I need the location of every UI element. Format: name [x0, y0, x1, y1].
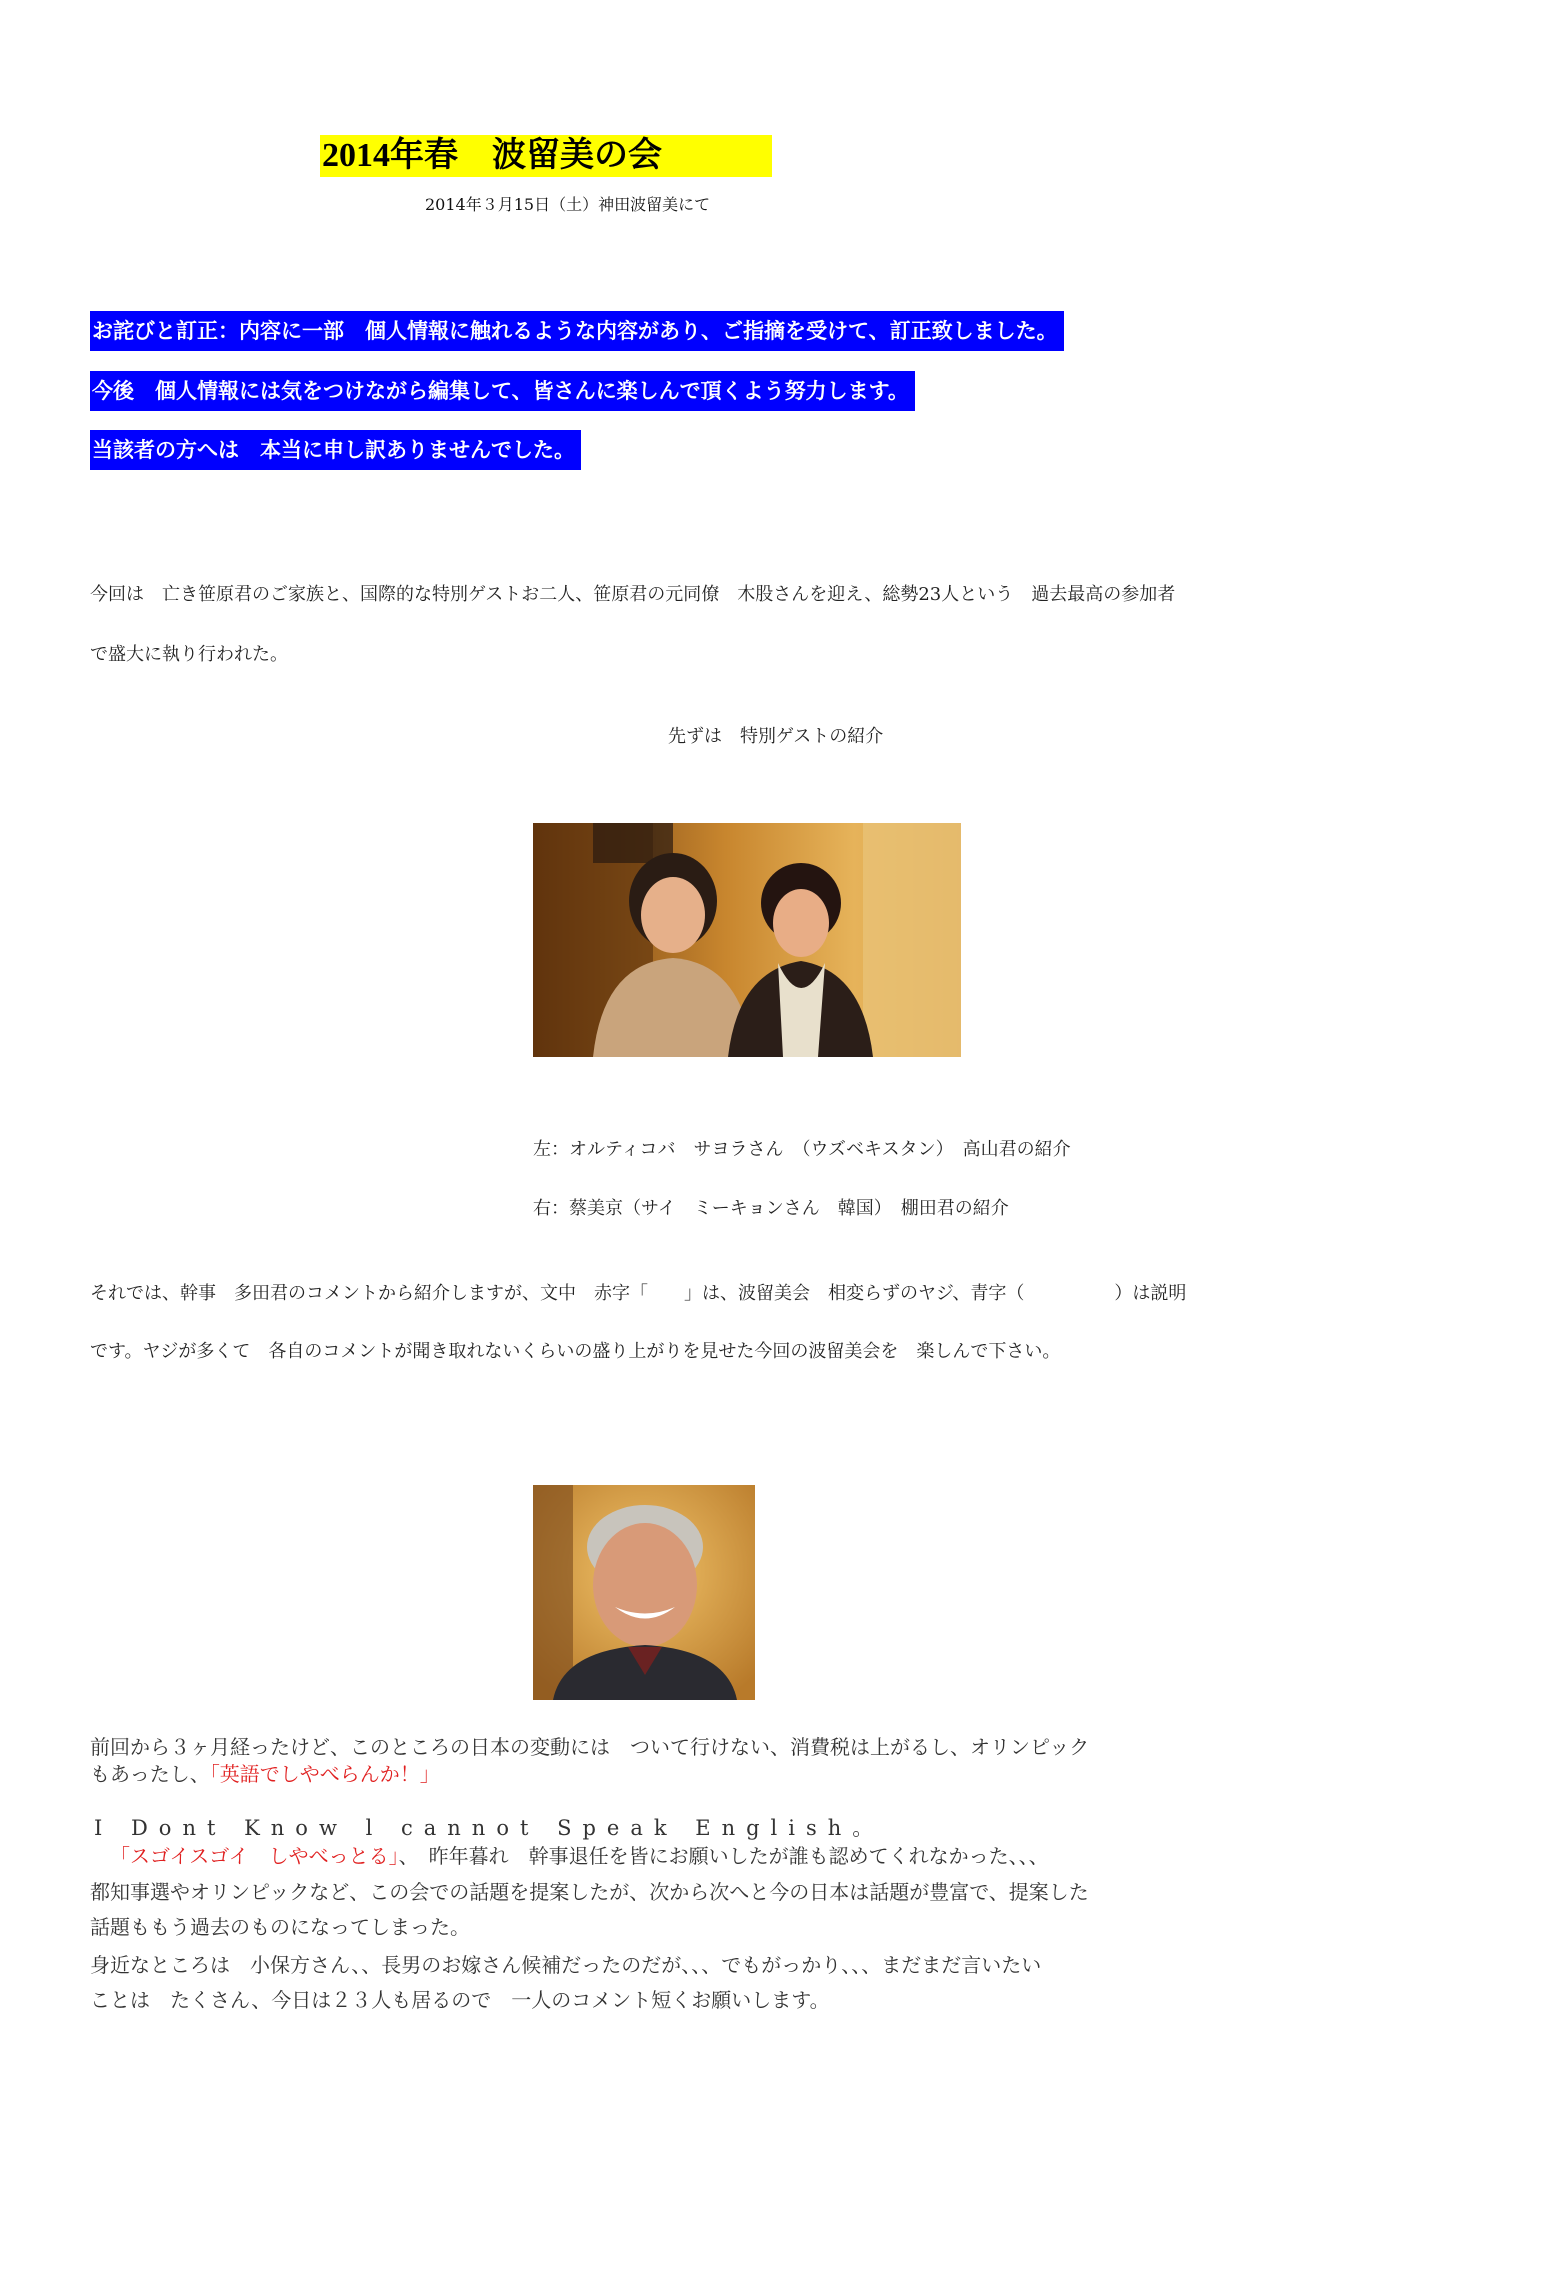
explanation-line-2: です。ヤジが多くて 各自のコメントが聞き取れないくらいの盛り上がりを見せた今回の波留美会を 楽しんで下さい。 — [90, 1341, 1061, 1362]
organizer-portrait-photo — [533, 1485, 755, 1700]
guest-heading: 先ずは 特別ゲストの紹介 — [668, 726, 884, 747]
comment-line-2-text: もあったし、 — [90, 1762, 210, 1786]
comment-english-line: I Dont Know l cannot Speak English。 — [94, 1816, 885, 1840]
comment-line-6: 話題ももう過去のものになってしまった。 — [90, 1915, 470, 1939]
notice-apology: お詫びと訂正：内容に一部 個人情報に触れるような内容があり、ご指摘を受けて、訂正致しました。 — [90, 311, 1064, 351]
notice-future: 今後 個人情報には気をつけながら編集して、皆さんに楽しんで頂くよう努力します。 — [90, 371, 915, 411]
comment-line-2 — [90, 1758, 440, 1787]
page-title: 2014年春 波留美の会 — [320, 135, 772, 177]
guest-caption-left: 左：オルティコバ サヨラさん （ウズベキスタン） 高山君の紹介 — [533, 1139, 1071, 1160]
intro-line-2: で盛大に執り行われた。 — [90, 644, 288, 665]
comment-line-1: 前回から３ヶ月経ったけど、このところの日本の変動には ついて行けない、消費税は上がるし、オリンピック — [90, 1735, 1090, 1759]
guests-photo — [533, 823, 961, 1057]
guest-caption-right: 右：蔡美京（サイ ミーキョンさん 韓国） 棚田君の紹介 — [533, 1198, 1009, 1219]
heckle-sugoi: 「スゴイスゴイ しやべっとる」 — [110, 1844, 399, 1868]
comment-line-4-text: 、 昨年暮れ 幹事退任を皆にお願いしたが誰も認めてくれなかった、、、 — [398, 1844, 1049, 1868]
explanation-line-1: それでは、幹事 多田君のコメントから紹介しますが、文中 赤字「 」は、波留美会 相変らずのヤジ、青字（ ）は説明 — [90, 1283, 1187, 1304]
comment-line-8: ことは たくさん、今日は２３人も居るので 一人のコメント短くお願いします。 — [90, 1988, 830, 2012]
intro-line-1: 今回は 亡き笹原君のご家族と、国際的な特別ゲストお二人、笹原君の元同僚 木股さんを迎え、総勢23人という 過去最高の参加者 — [90, 584, 1176, 605]
heckle-english: 「英語でしやべらんか！」 — [209, 1762, 440, 1786]
event-date-subtitle: 2014年３月15日（土）神田波留美にて — [425, 195, 711, 214]
comment-line-7: 身近なところは 小保方さん、、長男のお嫁さん候補だったのだが、、、でもがっかり、、、まだまだ言いたい — [90, 1953, 1042, 1977]
comment-line-5: 都知事選やオリンピックなど、この会での話題を提案したが、次から次へと今の日本は話題が豊富で、提案した — [90, 1880, 1089, 1904]
comment-line-4 — [110, 1840, 1049, 1869]
notice-sorry: 当該者の方へは 本当に申し訳ありませんでした。 — [90, 430, 581, 470]
